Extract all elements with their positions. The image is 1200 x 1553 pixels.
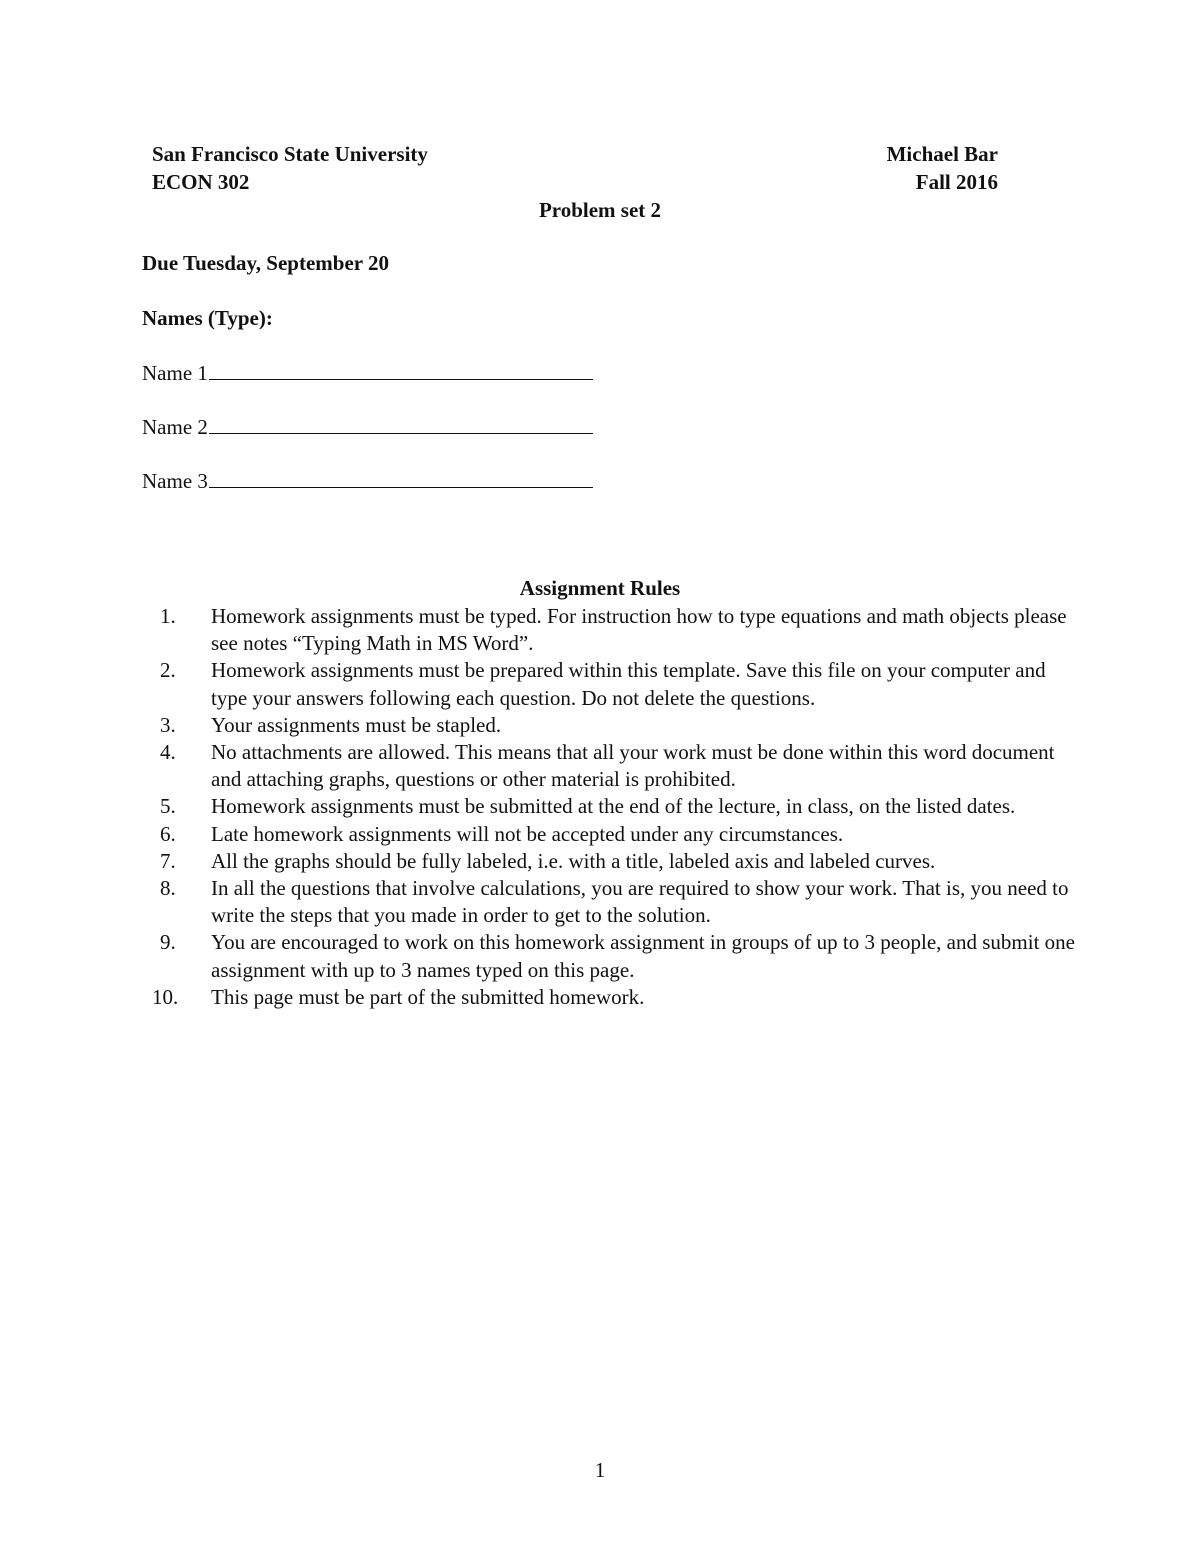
list-item-number: 9. [160,930,176,955]
names-label: Names (Type): [142,306,273,330]
list-item [160,657,1080,711]
list-item [160,821,1080,848]
list-item-number: 8. [160,876,176,901]
list-item-text: No attachments are allowed. This means that all your work must be done within this word document and attaching graphs, questions or other material is prohibited. [211,740,1055,792]
institution-name: San Francisco State University [152,142,428,166]
list-item-number: 6. [160,821,176,846]
list-item-number: 4. [160,740,176,765]
list-item-number: 7. [160,848,176,873]
due-date: Due Tuesday, September 20 [142,251,389,275]
name-blank-1[interactable] [209,360,593,380]
list-item-text: All the graphs should be fully labeled, i.e. with a title, labeled axis and labeled curves. [211,848,936,873]
name-field-label: Name 1 [142,361,208,385]
list-item-text: This page must be part of the submitted homework. [211,984,645,1009]
course-code: ECON 302 [152,170,250,194]
rules-list [152,603,1080,1011]
name-field-1 [142,360,593,386]
term: Fall 2016 [915,170,998,194]
list-item-number: 1. [160,604,176,628]
list-item [160,875,1080,929]
page-number: 1 [594,1458,606,1482]
list-item [160,929,1080,983]
list-item-text: Homework assignments must be typed. For instruction how to type equations and math objects please see notes “Typing Math in MS Word”. [211,604,1067,656]
list-item-text: Homework assignments must be prepared within this template. Save this file on your computer and type your answers following each question. Do not delete the questions. [211,658,1046,710]
list-item [160,793,1080,820]
rules-heading: Assignment Rules [519,576,681,600]
list-item-text: Your assignments must be stapled. [211,712,502,737]
list-item [160,712,1080,739]
list-item [160,848,1080,875]
name-field-label: Name 3 [142,469,208,493]
list-item-text: In all the questions that involve calculations, you are required to show your work. That is, you need to write the steps that you made in order to get to the solution. [211,876,1069,928]
list-item-number: 10. [152,984,179,1009]
list-item-text: You are encouraged to work on this homework assignment in groups of up to 3 people, and submit one assignment with up to 3 names typed on this page. [211,930,1075,982]
name-field-label: Name 2 [142,415,208,439]
list-item-number: 5. [160,794,176,819]
list-item-text: Homework assignments must be submitted at the end of the lecture, in class, on the listed dates. [211,794,1016,819]
document-title: Problem set 2 [538,198,662,222]
list-item-text: Late homework assignments will not be accepted under any circumstances. [211,821,844,846]
name-field-3 [142,468,593,494]
list-item [160,739,1080,793]
name-blank-3[interactable] [209,468,593,488]
list-item [152,984,1080,1011]
list-item-number: 3. [160,712,176,737]
list-item [160,603,1080,657]
name-blank-2[interactable] [209,414,593,434]
author-name: Michael Bar [886,142,998,166]
list-item-number: 2. [160,658,176,683]
name-field-2 [142,414,593,440]
